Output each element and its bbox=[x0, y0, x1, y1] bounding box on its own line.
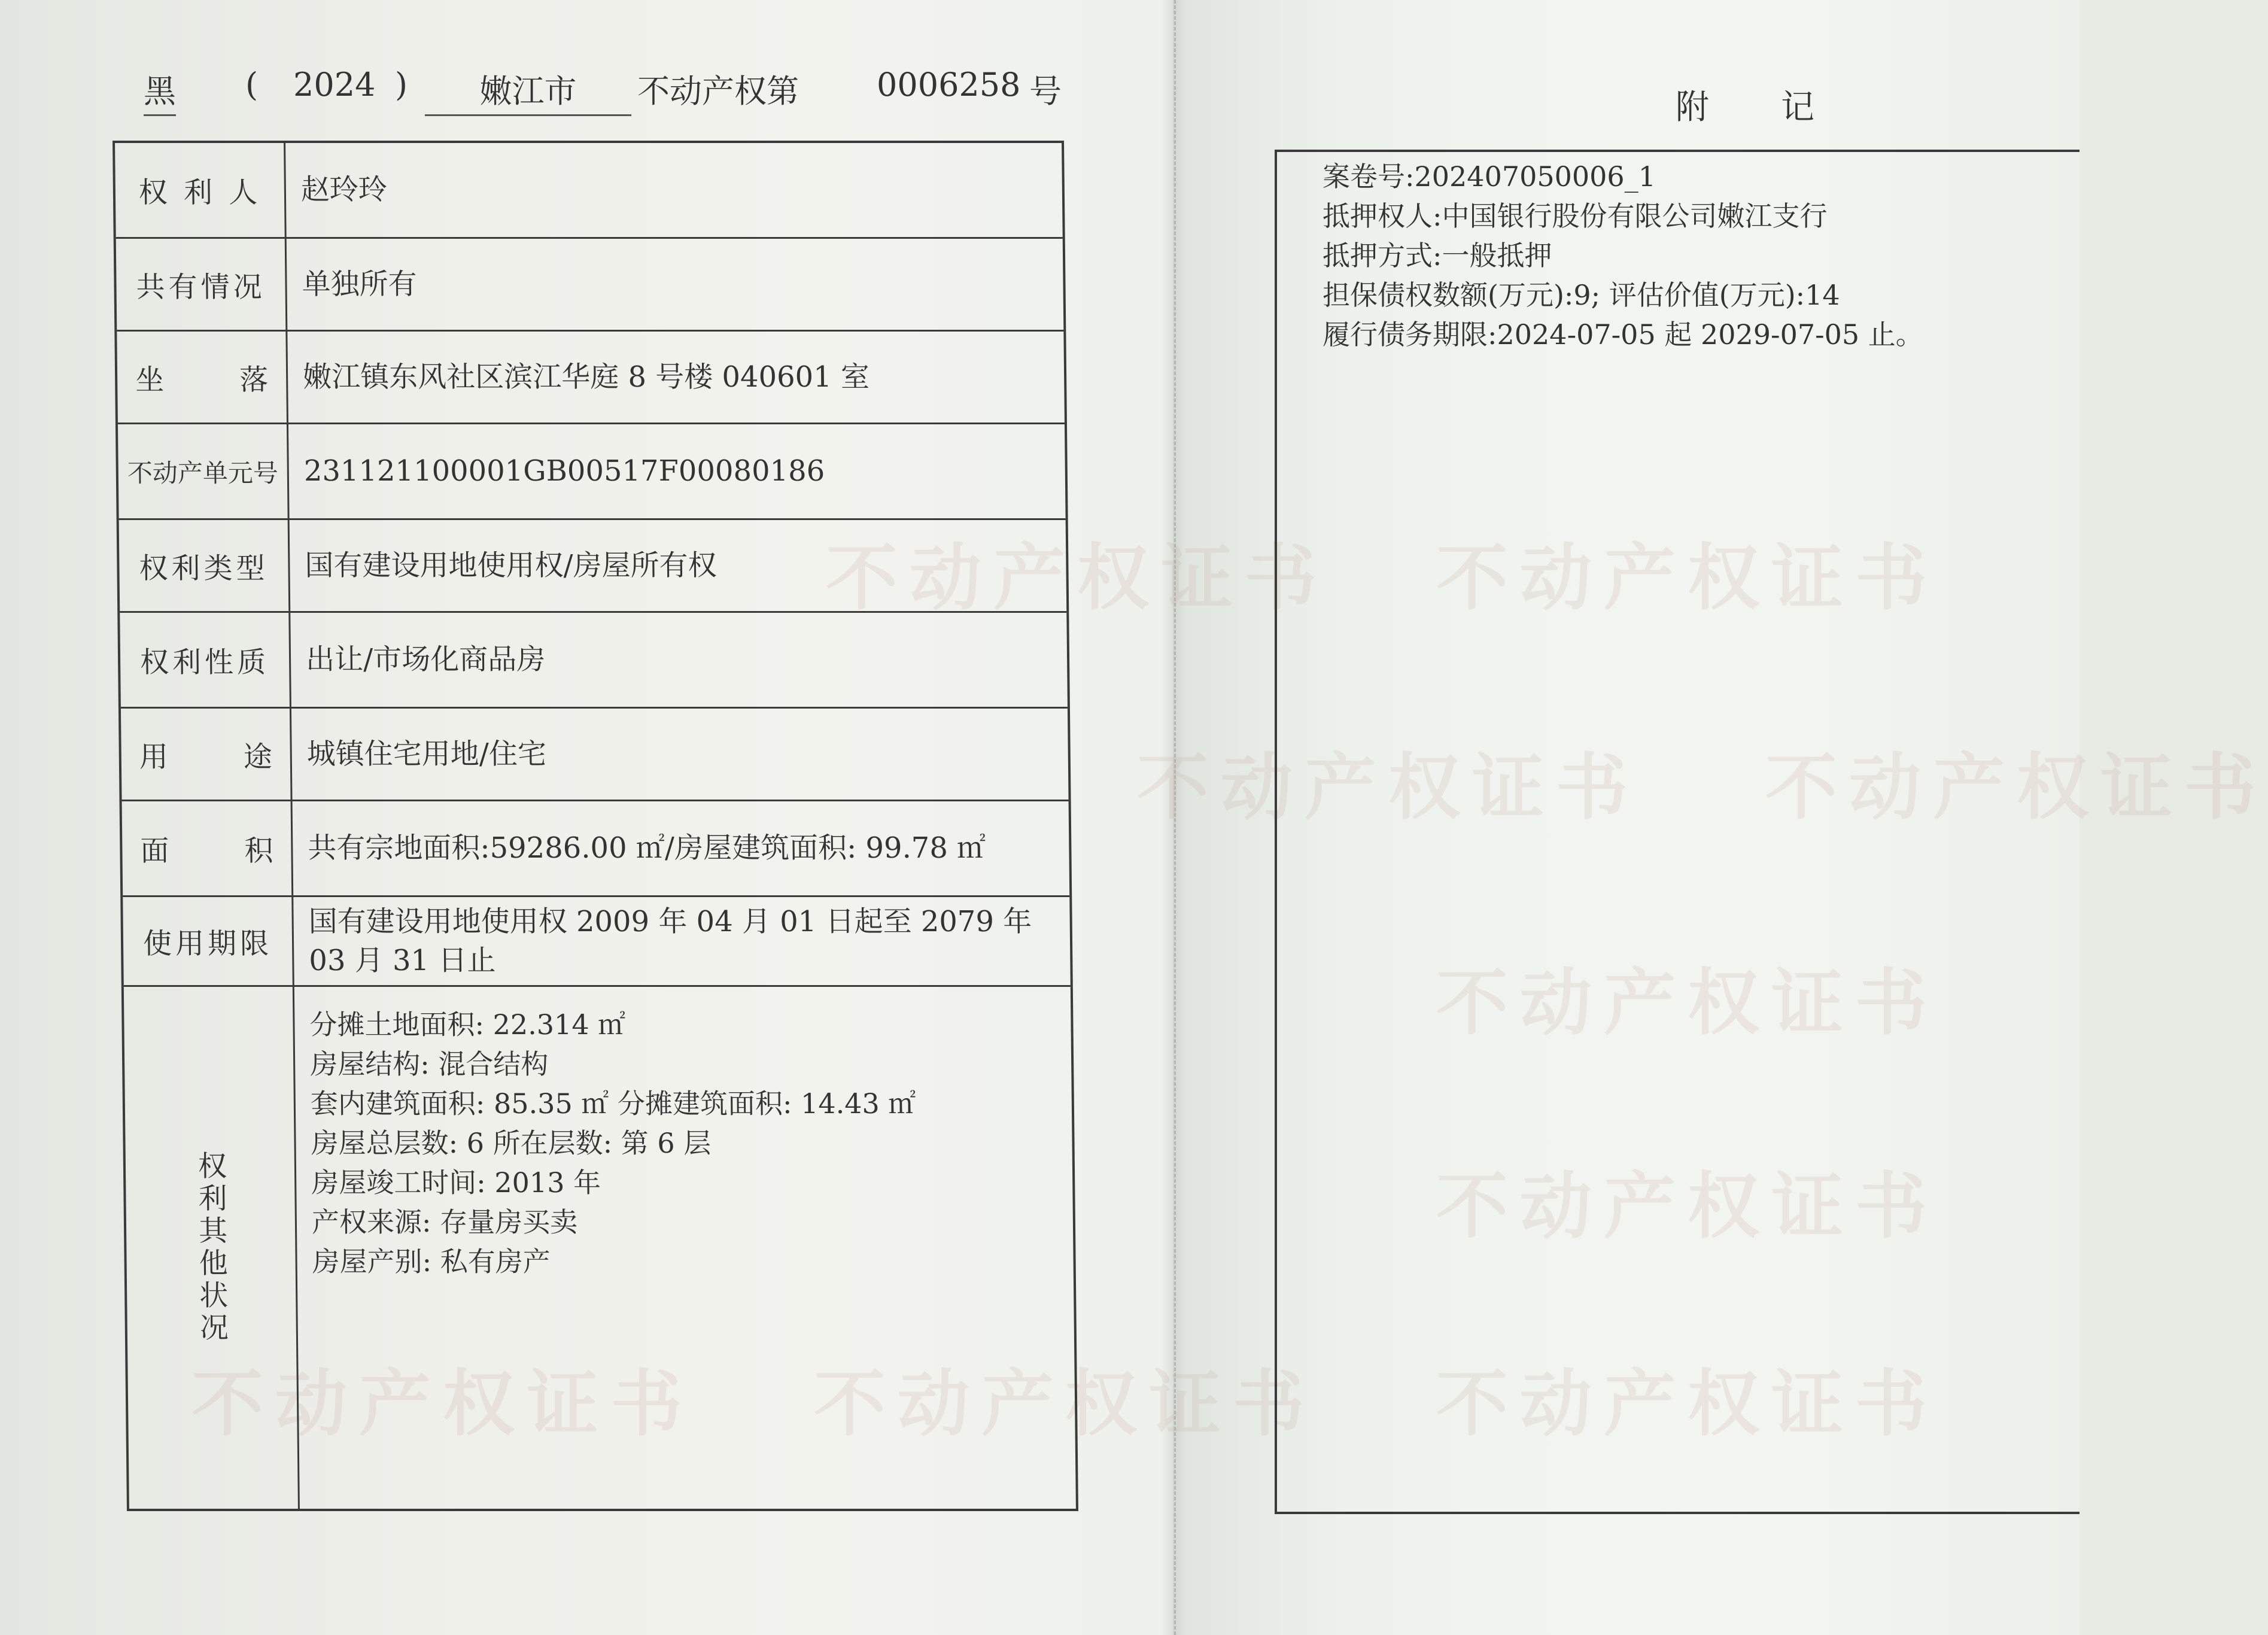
row-label: 权 利 人 bbox=[115, 143, 287, 237]
cert-year: 2024 bbox=[293, 66, 376, 104]
table-row bbox=[117, 332, 1065, 424]
cert-number: 0006258 bbox=[877, 66, 1021, 104]
row-value: 出让/市场化商品房 bbox=[305, 643, 546, 677]
table-row bbox=[120, 613, 1068, 709]
other-status-row bbox=[124, 987, 1076, 1509]
row-label bbox=[121, 709, 293, 800]
note-line: 履行债务期限:2024-07-05 起 2029-07-05 止。 bbox=[1323, 318, 1923, 351]
other-status-item: 房屋产别: 私有房产 bbox=[312, 1245, 551, 1278]
row-value: 赵玲玲 bbox=[300, 173, 388, 207]
row-label-part: 面 bbox=[140, 834, 169, 868]
row-label: 不动产单元号 bbox=[118, 424, 290, 518]
table-row bbox=[122, 801, 1070, 897]
row-label bbox=[122, 801, 294, 895]
note-line: 案卷号:202407050006_1 bbox=[1323, 160, 1656, 193]
row-label: 权利类型 bbox=[119, 520, 291, 611]
notes-title: 附记 bbox=[1676, 88, 1886, 127]
row-label bbox=[117, 332, 288, 423]
paren-open: ( bbox=[245, 66, 259, 104]
row-value: 国有建设用地使用权 2009 年 04 月 01 日起至 2079 年 03 月 31 日止 bbox=[308, 904, 1032, 977]
notes-list bbox=[1323, 157, 1923, 354]
row-value: 嫩江镇东风社区滨江华庭 8 号楼 040601 室 bbox=[302, 360, 870, 394]
row-value: 单独所有 bbox=[302, 267, 417, 301]
other-status-item: 房屋结构: 混合结构 bbox=[309, 1048, 549, 1080]
table-row bbox=[115, 143, 1063, 239]
other-status-list bbox=[309, 1005, 1062, 1281]
province-abbr: 黑 bbox=[144, 66, 176, 116]
table-row bbox=[123, 897, 1071, 987]
cert-prefix: 不动产权第 bbox=[637, 72, 799, 110]
paren-close: ) bbox=[395, 66, 408, 104]
other-status-item: 房屋总层数: 6 所在层数: 第 6 层 bbox=[311, 1127, 712, 1159]
row-label-part: 途 bbox=[243, 740, 273, 774]
table-row bbox=[121, 709, 1069, 801]
note-line: 担保债权数额(万元):9; 评估价值(万元):14 bbox=[1323, 279, 1840, 311]
cert-suffix: 号 bbox=[1029, 72, 1062, 110]
spine-stitch bbox=[1174, 0, 1176, 1635]
row-value: 国有建设用地使用权/房屋所有权 bbox=[305, 548, 717, 582]
note-line: 抵押方式:一般抵押 bbox=[1323, 239, 1552, 272]
row-label: 使用期限 bbox=[123, 897, 294, 985]
row-label-part: 坐 bbox=[135, 363, 165, 397]
notes-box bbox=[1275, 150, 2079, 1514]
other-status-item: 产权来源: 存量房买卖 bbox=[311, 1206, 578, 1238]
other-status-label-cell bbox=[124, 987, 300, 1509]
row-label: 共有情况 bbox=[116, 239, 288, 330]
row-label-part: 积 bbox=[244, 834, 273, 868]
city-name: 嫩江市 bbox=[425, 66, 631, 116]
note-line: 抵押权人:中国银行股份有限公司嫩江支行 bbox=[1323, 200, 1828, 232]
other-status-item: 房屋竣工时间: 2013 年 bbox=[311, 1166, 601, 1199]
other-status-label: 权利其他状况 bbox=[193, 1151, 229, 1345]
row-label-part: 用 bbox=[139, 740, 169, 774]
row-label-part: 落 bbox=[239, 363, 269, 397]
row-label: 权利性质 bbox=[120, 613, 291, 707]
property-info-table bbox=[113, 141, 1078, 1511]
table-row bbox=[118, 424, 1066, 520]
table-row bbox=[119, 520, 1067, 613]
table-row bbox=[116, 239, 1064, 332]
other-status-item: 套内建筑面积: 85.35 ㎡ 分摊建筑面积: 14.43 ㎡ bbox=[310, 1087, 916, 1120]
row-value: 共有宗地面积:59286.00 ㎡/房屋建筑面积: 99.78 ㎡ bbox=[308, 831, 986, 865]
other-status-item: 分摊土地面积: 22.314 ㎡ bbox=[309, 1008, 626, 1041]
book-spine bbox=[1161, 0, 1185, 1635]
row-value: 城镇住宅用地/住宅 bbox=[306, 737, 547, 771]
row-value: 231121100001GB00517F00080186 bbox=[303, 454, 825, 488]
